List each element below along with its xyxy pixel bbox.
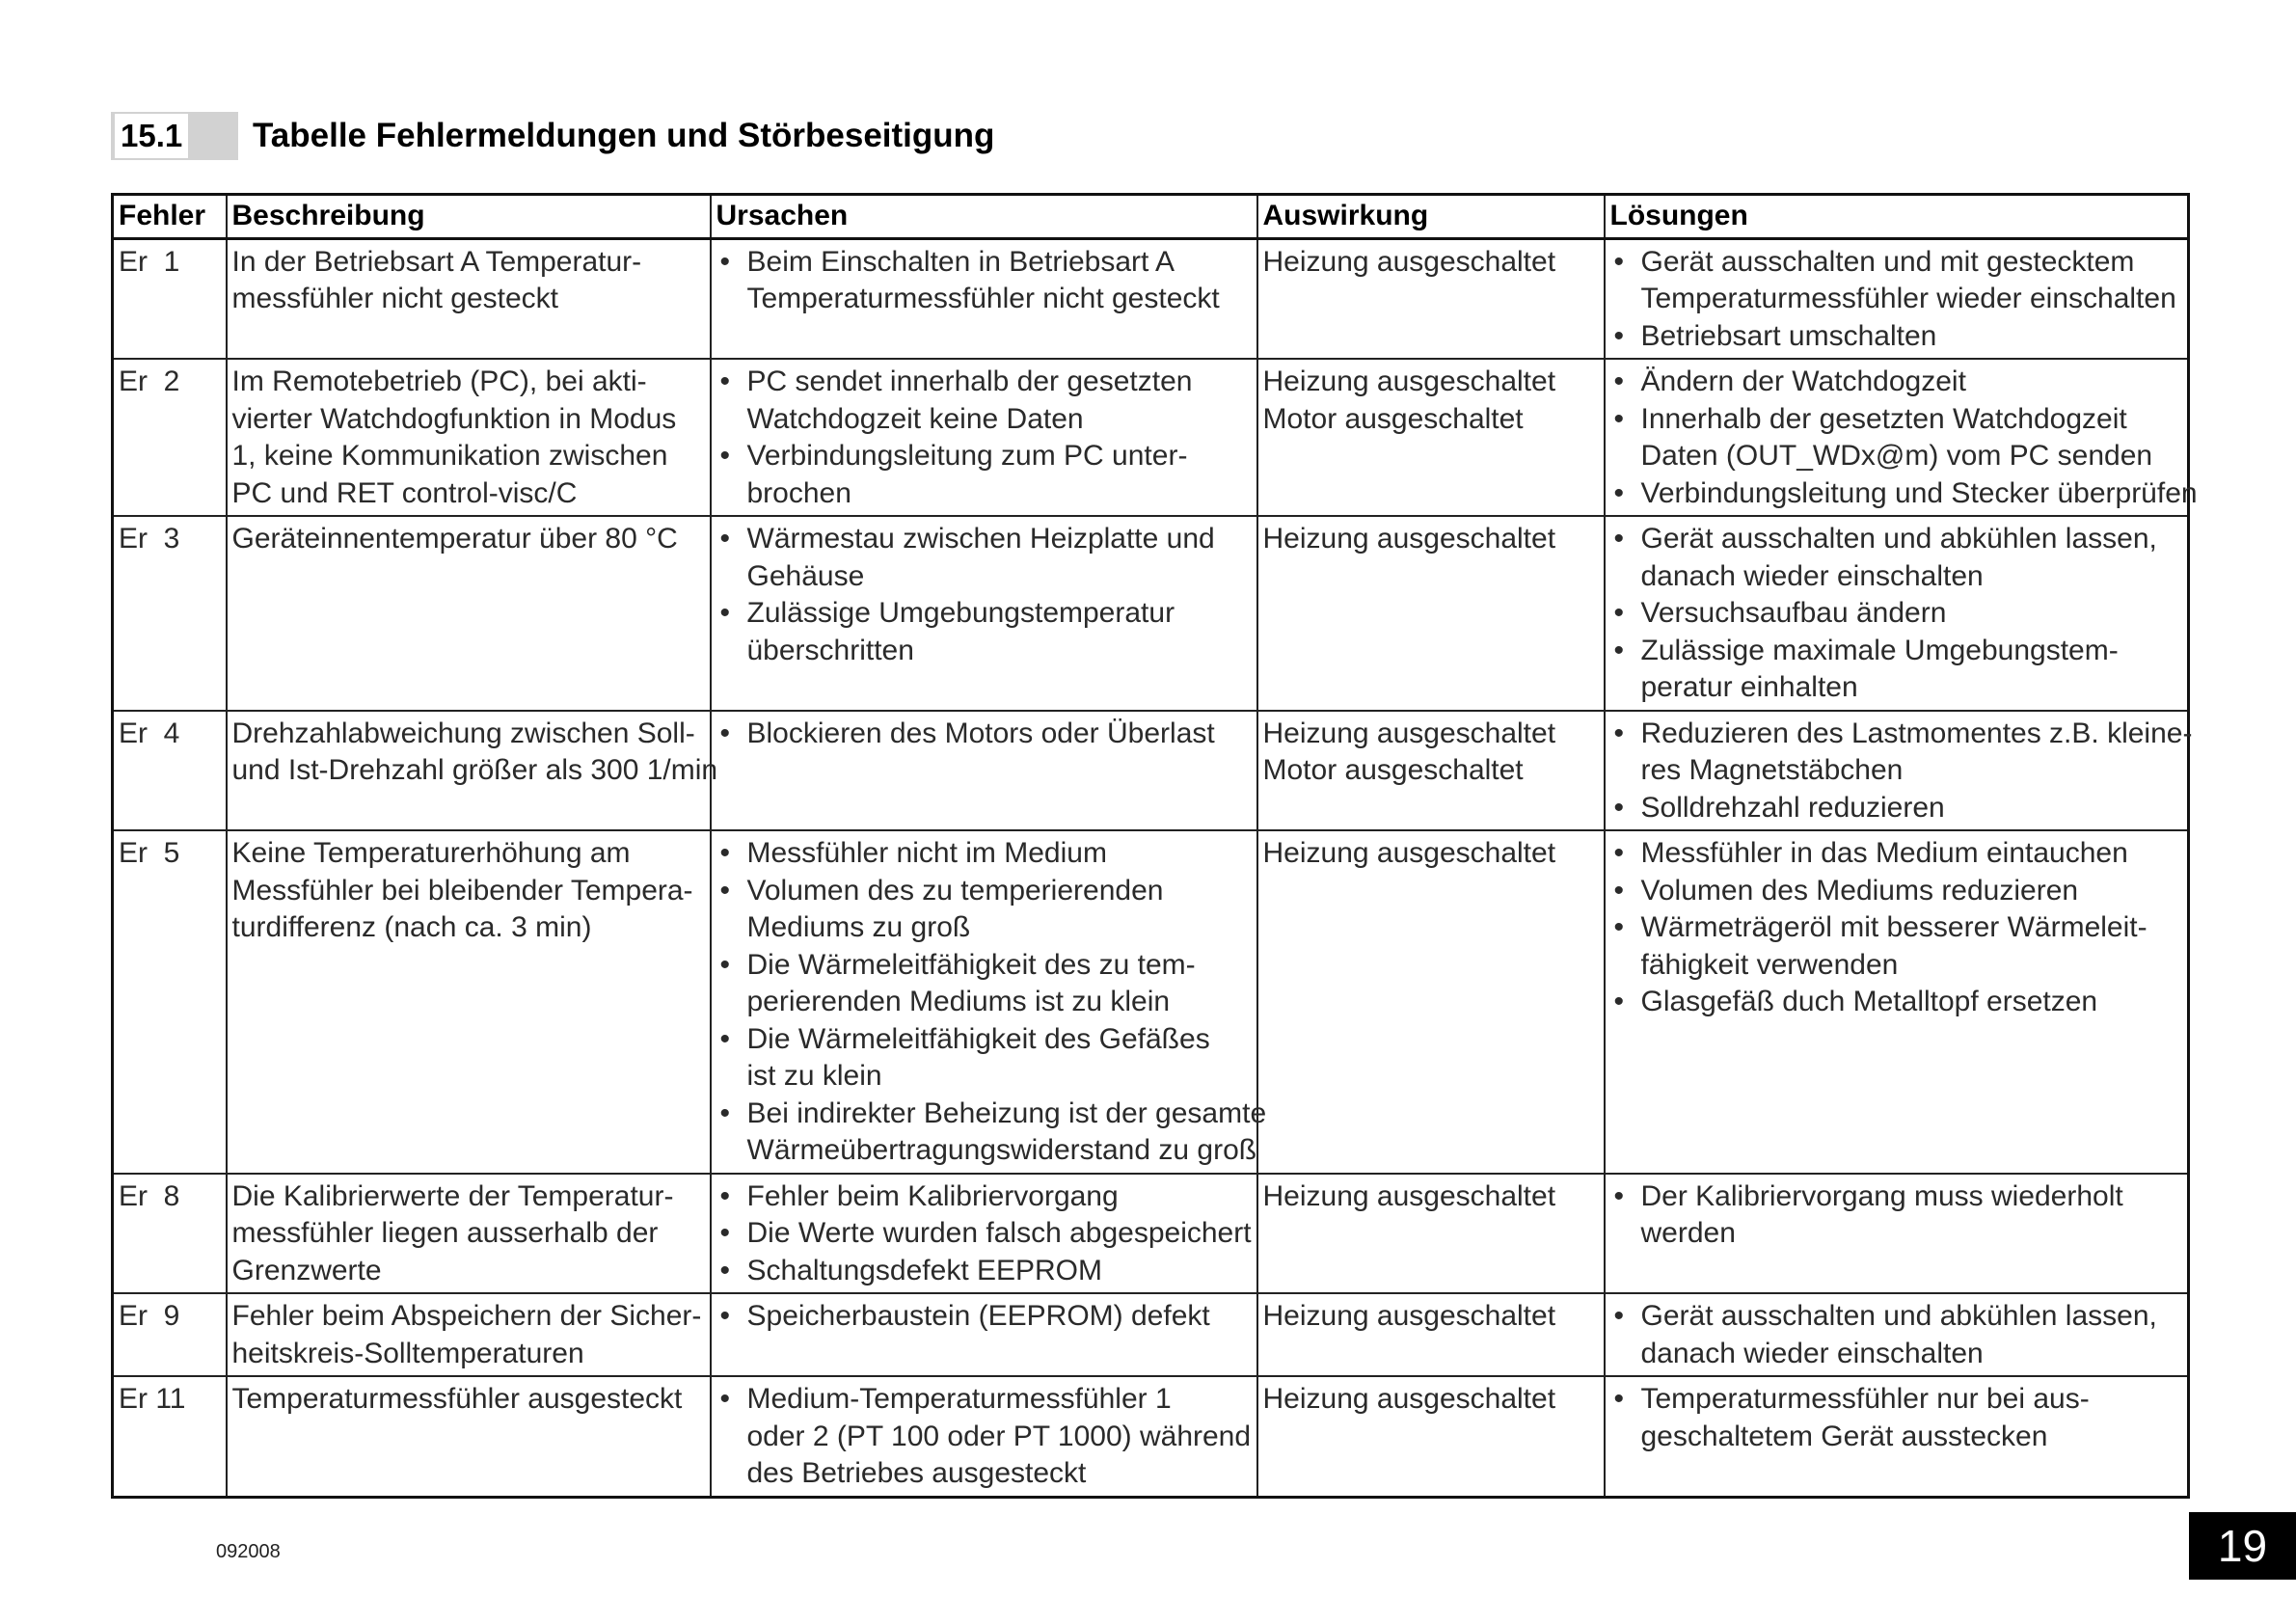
solution-item	[1610, 633, 2183, 707]
description-line: Geräteinnentemperatur über 80 °C	[231, 523, 678, 555]
cause-line: • Schaltungsdefekt EEPROM	[746, 1254, 1103, 1286]
cause-line: perierenden Mediums ist zu klein	[746, 986, 1171, 1017]
section-title: Tabelle Fehlermeldungen und Störbeseitigung	[253, 117, 995, 154]
solution-line: res Magnetstäbchen	[1640, 754, 1904, 786]
solution-item	[1610, 475, 2198, 513]
cause-line: Wärmeübertragungswiderstand zu groß	[746, 1134, 1257, 1166]
description-line: Im Remotebetrieb (PC), bei akti-	[231, 365, 647, 397]
cause-line: ist zu klein	[746, 1060, 882, 1092]
solution-line: • Zulässige maximale Umgebungstem-	[1640, 634, 2119, 666]
effect-line: Heizung ausgeschaltet	[1262, 245, 1556, 278]
error-code: Er 11	[113, 1376, 227, 1497]
solution-line: • Betriebsart umschalten	[1640, 319, 1937, 352]
effect-line: Heizung ausgeschaltet	[1262, 837, 1556, 869]
cause-line: Gehäuse	[746, 559, 865, 592]
error-causes	[711, 238, 1257, 359]
solution-line: • Temperaturmessfühler nur bei aus-	[1640, 1383, 2090, 1415]
error-effects	[1257, 830, 1605, 1174]
effect-line: Heizung ausgeschaltet	[1262, 1179, 1556, 1212]
section-number: 15.1	[115, 114, 188, 158]
cause-line: Temperaturmessfühler nicht gesteckt	[746, 283, 1220, 314]
error-description	[227, 1293, 711, 1376]
cause-line: • Die Wärmeleitfähigkeit des Gefäßes	[746, 1022, 1210, 1055]
cause-item	[716, 438, 1252, 512]
solution-item	[1610, 1298, 2183, 1372]
error-causes	[711, 516, 1257, 711]
cause-line: • Die Werte wurden falsch abgespeichert	[746, 1217, 1252, 1249]
cause-line: • Volumen des zu temperierenden	[746, 874, 1164, 907]
cause-line: • Beim Einschalten in Betriebsart A	[746, 245, 1175, 278]
cause-item	[716, 873, 1252, 947]
error-solutions	[1605, 1293, 2189, 1376]
solution-line: • Gerät ausschalten und abkühlen lassen,	[1640, 1300, 2157, 1332]
error-effects	[1257, 359, 1605, 516]
cause-line: des Betriebes ausgesteckt	[746, 1457, 1087, 1489]
solution-line: fähigkeit verwenden	[1640, 948, 1899, 981]
page-number: 19	[2189, 1512, 2296, 1580]
cause-item	[716, 1096, 1267, 1170]
error-solutions	[1605, 516, 2189, 711]
cause-line: • Messfühler nicht im Medium	[746, 837, 1107, 869]
solution-line: • Gerät ausschalten und abkühlen lassen,	[1640, 523, 2157, 555]
error-description	[227, 711, 718, 831]
error-table	[111, 193, 2198, 1499]
solution-line: peratur einhalten	[1640, 671, 1858, 703]
cause-item	[716, 716, 1252, 753]
description-line: Temperaturmessfühler ausgesteckt	[231, 1383, 683, 1415]
header-ursachen: Ursachen	[711, 195, 1257, 239]
error-description	[227, 238, 711, 359]
error-solutions	[1605, 711, 2193, 831]
cause-line: • Fehler beim Kalibriervorgang	[746, 1179, 1119, 1212]
cause-item	[716, 1253, 1252, 1290]
description-line: Keine Temperaturerhöhung am	[231, 837, 631, 869]
error-solutions	[1605, 830, 2189, 1174]
cause-item	[716, 835, 1252, 873]
solution-item	[1610, 790, 2183, 827]
effect-line: Heizung ausgeschaltet	[1262, 1300, 1556, 1332]
effect-line: Heizung ausgeschaltet	[1262, 1383, 1556, 1415]
error-solutions	[1605, 359, 2198, 516]
error-code: Er 5	[113, 830, 227, 1174]
table-row	[113, 516, 2189, 711]
solution-item	[1610, 318, 2183, 356]
error-description	[227, 830, 711, 1174]
description-line: heitskreis-Solltemperaturen	[231, 1337, 584, 1369]
solution-line: • Glasgefäß duch Metalltopf ersetzen	[1640, 986, 2098, 1017]
error-effects	[1257, 1293, 1605, 1376]
error-code: Er 4	[113, 711, 227, 831]
solution-line: werden	[1640, 1217, 1736, 1249]
error-effects	[1257, 516, 1605, 711]
table-row	[113, 359, 2189, 516]
table-body	[113, 238, 2198, 1497]
solution-item	[1610, 244, 2183, 318]
solution-item	[1610, 835, 2183, 873]
effect-line: Motor ausgeschaltet	[1262, 402, 1524, 435]
error-causes	[711, 1174, 1257, 1294]
solution-line: Temperaturmessfühler wieder einschalten	[1640, 283, 2176, 314]
description-line: 1, keine Kommunikation zwischen	[231, 440, 668, 472]
description-line: messfühler nicht gesteckt	[231, 283, 558, 314]
solution-item	[1610, 364, 2183, 401]
solution-line: danach wieder einschalten	[1640, 559, 1984, 592]
error-causes	[711, 1293, 1257, 1376]
cause-line: • Blockieren des Motors oder Überlast	[746, 717, 1215, 749]
description-line: Messfühler bei bleibender Tempera-	[231, 874, 693, 907]
error-code: Er 8	[113, 1174, 227, 1294]
cause-line: • Bei indirekter Beheizung ist der gesamte	[746, 1096, 1267, 1129]
cause-item	[716, 595, 1252, 669]
table-header-row	[113, 195, 2189, 239]
cause-line: • Wärmestau zwischen Heizplatte und	[746, 523, 1215, 555]
solution-item	[1610, 716, 2193, 790]
solution-item	[1610, 984, 2183, 1021]
table-row	[113, 1293, 2189, 1376]
solution-line: • Messfühler in das Medium eintauchen	[1640, 837, 2128, 869]
cause-line: • Zulässige Umgebungstemperatur	[746, 597, 1175, 629]
solution-line: • Verbindungsleitung und Stecker überprüfen	[1640, 476, 2198, 509]
cause-line: • Die Wärmeleitfähigkeit des zu tem-	[746, 948, 1196, 981]
solution-item	[1610, 909, 2183, 984]
description-line: messfühler liegen ausserhalb der	[231, 1217, 659, 1249]
error-code: Er 2	[113, 359, 227, 516]
cause-line: brochen	[746, 476, 851, 509]
error-causes	[711, 711, 1257, 831]
description-line: PC und RET control-visc/C	[231, 476, 578, 509]
solution-line: • Versuchsaufbau ändern	[1640, 597, 1947, 629]
description-line: Fehler beim Abspeichern der Sicher-	[231, 1300, 702, 1332]
solution-item	[1610, 595, 2183, 633]
cause-item	[716, 364, 1252, 438]
solution-line: • Reduzieren des Lastmomentes z.B. kleine-	[1640, 717, 2193, 749]
solution-item	[1610, 521, 2183, 595]
cause-item	[716, 947, 1252, 1021]
solution-line: • Volumen des Mediums reduzieren	[1640, 874, 2079, 907]
cause-line: • Verbindungsleitung zum PC unter-	[746, 440, 1188, 472]
cause-item	[716, 1178, 1252, 1216]
error-solutions	[1605, 238, 2189, 359]
header-auswirkung: Auswirkung	[1257, 195, 1605, 239]
solution-line: • Gerät ausschalten und mit gestecktem	[1640, 245, 2135, 278]
cause-item	[716, 1021, 1252, 1096]
section-number-box	[111, 112, 238, 160]
solution-item	[1610, 401, 2183, 475]
error-solutions	[1605, 1174, 2189, 1294]
solution-line: • Ändern der Watchdogzeit	[1640, 365, 1966, 397]
description-line: Grenzwerte	[231, 1254, 382, 1286]
header-loesungen: Lösungen	[1605, 195, 2189, 239]
error-code: Er 3	[113, 516, 227, 711]
table-row	[113, 711, 2189, 831]
cause-line: • PC sendet innerhalb der gesetzten	[746, 365, 1193, 397]
error-description	[227, 516, 711, 711]
cause-line: • Medium-Temperaturmessfühler 1	[746, 1383, 1172, 1415]
effect-line: Motor ausgeschaltet	[1262, 754, 1524, 786]
effect-line: Heizung ausgeschaltet	[1262, 365, 1556, 397]
cause-item	[716, 1215, 1252, 1253]
error-causes	[711, 830, 1267, 1174]
error-description	[227, 1376, 711, 1497]
solution-line: geschaltetem Gerät ausstecken	[1640, 1420, 2048, 1452]
cause-line: Mediums zu groß	[746, 911, 971, 943]
cause-item	[716, 244, 1252, 318]
cause-item	[716, 1298, 1252, 1336]
cause-line: überschritten	[746, 634, 914, 666]
effect-line: Heizung ausgeschaltet	[1262, 523, 1556, 555]
cause-item	[716, 1381, 1252, 1493]
header-fehler: Fehler	[113, 195, 227, 239]
description-line: Die Kalibrierwerte der Temperatur-	[231, 1179, 674, 1212]
cause-item	[716, 521, 1252, 595]
solution-line: danach wieder einschalten	[1640, 1337, 1984, 1369]
description-line: Drehzahlabweichung zwischen Soll-	[231, 717, 695, 749]
cause-line: Watchdogzeit keine Daten	[746, 402, 1084, 435]
error-effects	[1257, 238, 1605, 359]
solution-line: Daten (OUT_WDx@m) vom PC senden	[1640, 440, 2153, 472]
solution-item	[1610, 1178, 2183, 1253]
solution-line: • Wärmeträgeröl mit besserer Wärmeleit-	[1640, 911, 2147, 943]
cause-line: • Speicherbaustein (EEPROM) defekt	[746, 1300, 1210, 1332]
error-description	[227, 1174, 711, 1294]
document-code: 092008	[216, 1541, 281, 1562]
solution-line: • Der Kalibriervorgang muss wiederholt	[1640, 1179, 2123, 1212]
description-line: vierter Watchdogfunktion in Modus	[231, 402, 677, 435]
header-beschreibung: Beschreibung	[227, 195, 711, 239]
table-row	[113, 1174, 2189, 1294]
error-code: Er 1	[113, 238, 227, 359]
error-effects	[1257, 1174, 1605, 1294]
error-solutions	[1605, 1376, 2189, 1497]
table-row	[113, 238, 2189, 359]
solution-line: • Solldrehzahl reduzieren	[1640, 791, 1945, 824]
error-causes	[711, 359, 1257, 516]
error-effects	[1257, 711, 1605, 831]
description-line: turdifferenz (nach ca. 3 min)	[231, 911, 592, 943]
error-code: Er 9	[113, 1293, 227, 1376]
solution-line: • Innerhalb der gesetzten Watchdogzeit	[1640, 402, 2127, 435]
error-causes	[711, 1376, 1257, 1497]
error-effects	[1257, 1376, 1605, 1497]
solution-item	[1610, 873, 2183, 910]
error-description	[227, 359, 711, 516]
solution-item	[1610, 1381, 2183, 1455]
table-row	[113, 830, 2189, 1174]
cause-line: oder 2 (PT 100 oder PT 1000) während	[746, 1420, 1252, 1452]
description-line: In der Betriebsart A Temperatur-	[231, 245, 642, 278]
effect-line: Heizung ausgeschaltet	[1262, 717, 1556, 749]
table-row	[113, 1376, 2189, 1497]
description-line: und Ist-Drehzahl größer als 300 1/min	[231, 754, 718, 786]
